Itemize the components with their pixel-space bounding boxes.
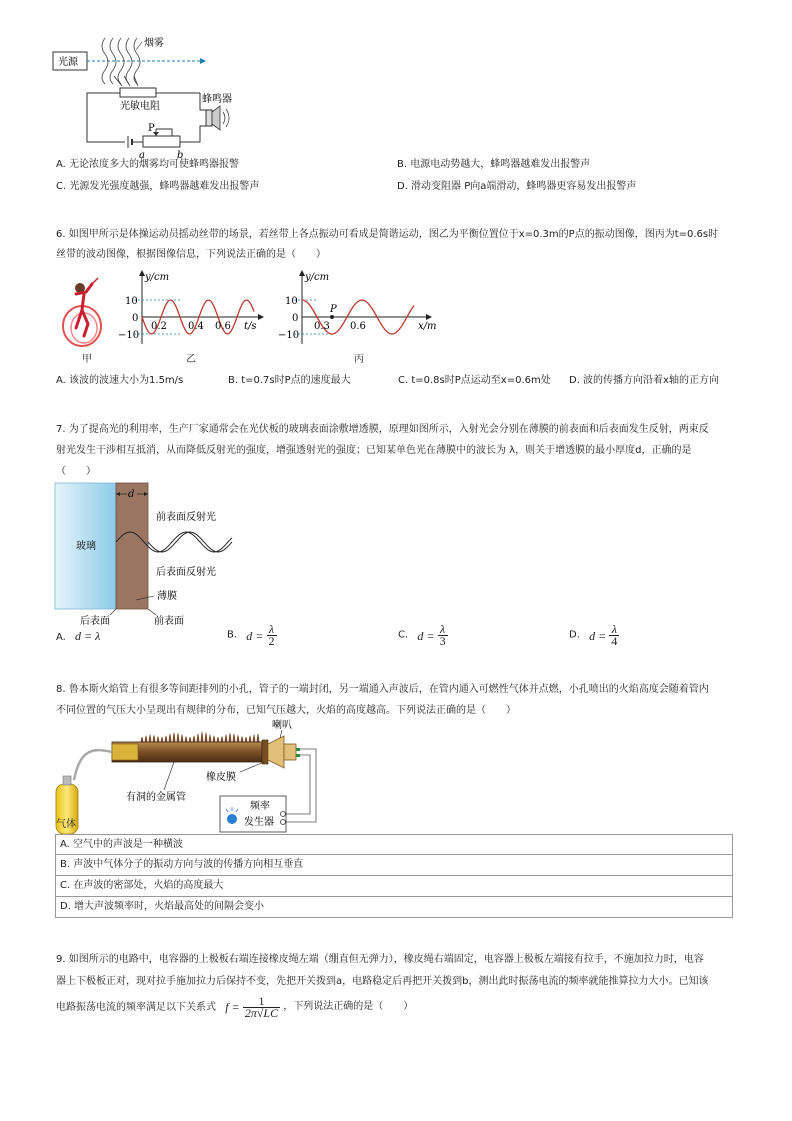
q7-lhs: d = (246, 628, 264, 643)
flame (153, 735, 156, 742)
formula-denominator: 2π√LC (244, 1005, 279, 1020)
fraction-denominator: 4 (611, 634, 618, 648)
slider-p-label: P (148, 123, 155, 134)
front-reflect-label: 前表面反射光 (156, 512, 216, 523)
fig-jia-label: 甲 (82, 354, 92, 365)
tube-label: 有洞的金属管 (126, 792, 186, 803)
photoresistor-label: 光敏电阻 (120, 101, 160, 112)
yi-y-bottom: −10 (118, 330, 140, 341)
front-surface-label: 前表面 (154, 616, 184, 627)
q7-option-b[interactable] (227, 624, 277, 652)
q7-option-c-prefix: C. (398, 629, 409, 641)
flame (177, 733, 180, 742)
beam-arrow-icon (200, 58, 206, 64)
q7-lhs: d = (589, 628, 607, 643)
wave-graph-bing (272, 268, 440, 350)
fig-bing-label: 丙 (354, 354, 364, 365)
generator-label-2: 发生器 (244, 817, 274, 828)
yi-tick: 0.4 (188, 321, 204, 332)
q7-lhs: d = (417, 628, 435, 643)
flame (169, 734, 172, 742)
photoresistor (120, 88, 156, 97)
bing-x-axis-label: x/m (418, 321, 437, 332)
q8-stem-line2: 不同位置的气压大小呈现出有规律的分布，已知气压越大，火焰的高度越高。下列说法正确的是（ ） (56, 705, 516, 716)
q5-option-c[interactable]: C. 光源发光强度越强，蜂鸣器越难发出报警声 (56, 181, 260, 192)
q7-option-a-expr: d = λ (75, 629, 101, 643)
flame (185, 736, 188, 742)
yi-y-top: 10 (125, 296, 138, 307)
bing-y-axis-label: y/cm (305, 272, 330, 283)
bing-tick: 0.3 (314, 321, 330, 332)
point-p-marker (330, 315, 334, 319)
flame (205, 732, 208, 742)
bing-y-bottom: −10 (278, 330, 300, 341)
formula-numerator: 1 (243, 996, 280, 1008)
q7-option-a-prefix: A. (56, 632, 66, 643)
back-reflection-wave (148, 532, 232, 552)
gas-label: 气体 (56, 819, 76, 830)
yi-t-axis-label: t/s (244, 321, 257, 332)
q9-stem-line1: 9. 如图所示的电路中，电容器的上极板右端连接橡皮绳左端（绷直但无弹力），橡皮绳右端固定，电容器上极板左端接有拉手，不施加拉力时，电容 (56, 954, 704, 965)
q9-stem-line3b: ，下列说法正确的是（ ） (283, 1001, 414, 1012)
flame (141, 737, 144, 742)
flame (257, 734, 260, 742)
generator-label-1: 频率 (250, 801, 270, 812)
buzzer-icon (206, 110, 212, 126)
q7-stem-line1: 7. 为了提高光的利用率，生产厂家通常会在光伏板的玻璃表面涂敷增透膜，原理如图所示，入射光会分别在薄膜的前表面和后表面发生反射，两束反 (56, 424, 709, 435)
q9-stem-line2: 器上下极板正对，现对拉手施加拉力后保持不变，先把开关拨到a，电路稳定后再把开关拨到b，测出此时振荡电流的频率就能推算拉力大小。已知该 (56, 976, 709, 987)
frequency-formula (243, 993, 280, 1020)
film-label: 薄膜 (157, 591, 177, 602)
buzzer-label: 蜂鸣器 (202, 94, 232, 105)
flame (233, 734, 236, 742)
rheostat-a-label: a (139, 150, 145, 160)
flame (181, 734, 184, 742)
flame (209, 734, 212, 742)
glass-label: 玻璃 (76, 541, 96, 552)
flame (237, 735, 240, 742)
fraction-numerator: λ (438, 624, 448, 636)
flame (213, 736, 216, 743)
flame (245, 737, 248, 742)
q7-option-b-prefix: B. (227, 629, 238, 641)
film-block (116, 483, 148, 609)
fraction-numerator: λ (609, 624, 619, 636)
fraction-denominator: 2 (268, 634, 275, 648)
flame (241, 736, 244, 742)
flame (145, 736, 148, 743)
fraction-denominator: 3 (439, 634, 446, 648)
flame (189, 737, 192, 742)
flame (173, 732, 176, 742)
q7-c-fraction (438, 624, 448, 647)
q7-stem-line3: （ ） (56, 466, 96, 477)
rubber-label: 橡皮膜 (206, 772, 236, 783)
q7-stem-line2: 射光发生干涉相互抵消，从而降低反射光的强度，增强透射光的强度；已知某单色光在薄膜中的波长为 λ，则关于增透膜的最小厚度d，正确的是 (56, 445, 692, 456)
flame (249, 736, 252, 743)
light-source-label: 光源 (58, 57, 78, 68)
fraction-numerator: λ (267, 624, 277, 636)
bing-y-top: 10 (285, 296, 298, 307)
q7-option-a[interactable] (56, 629, 100, 645)
yi-tick: 0.6 (215, 321, 231, 332)
q5-circuit-figure (50, 28, 270, 160)
q5-option-d[interactable]: D. 滑动变阻器 P向a端滑动，蜂鸣器更容易发出报警声 (397, 181, 637, 192)
q8-option-d[interactable]: D. 增大声波频率时，火焰最高处的间隔会变小 (55, 897, 733, 918)
q6-option-b[interactable]: B. t=0.7s时P点的速度最大 (228, 375, 351, 386)
q8-option-a[interactable]: A. 空气中的声波是一种横波 (55, 834, 733, 855)
yi-tick: 0.2 (151, 321, 167, 332)
flame (221, 736, 224, 742)
bing-p-label: P (330, 304, 337, 315)
q7-option-d[interactable] (569, 624, 619, 652)
speaker-icon (268, 736, 284, 768)
speaker-label: 喇叭 (272, 720, 292, 731)
flame (165, 736, 168, 743)
flame (149, 734, 152, 742)
q8-option-b[interactable]: B. 声波中气体分子的振动方向与波的传播方向相互垂直 (55, 855, 733, 876)
generator-knob-icon (227, 814, 237, 824)
anti-reflection-film-figure (54, 482, 254, 628)
flame (229, 733, 232, 742)
fig-yi-label: 乙 (186, 354, 196, 365)
flame (217, 737, 220, 742)
q6-stem-line1: 6. 如图甲所示是体操运动员摇动丝带的场景，若丝带上各点振动可看成是简谐运动，图乙为平衡位置位于x=0.3m的P点的振动图像，图丙为t=0.6s时 (56, 229, 719, 240)
q6-option-d[interactable]: D. 波的传播方向沿着x轴的正方向 (569, 375, 719, 386)
back-surface-label: 后表面 (80, 616, 110, 627)
flame (193, 736, 196, 743)
q5-option-a[interactable]: A. 无论浓度多大的烟雾均可使蜂鸣器报警 (56, 159, 240, 170)
rubens-tube-figure (54, 718, 326, 836)
flame (157, 736, 160, 742)
q6-option-a[interactable]: A. 该波的波速大小为1.5m/s (56, 375, 184, 386)
back-reflect-label: 后表面反射光 (156, 567, 216, 578)
q8-option-c[interactable]: C. 在声波的密部处，火焰的高度最大 (55, 876, 733, 897)
flame (161, 737, 164, 742)
bing-tick: 0.6 (350, 321, 366, 332)
flame (197, 734, 200, 742)
bing-y-zero: 0 (292, 313, 299, 324)
flame-row (141, 732, 260, 742)
q7-d-fraction (609, 624, 619, 647)
gymnast-image (58, 276, 110, 352)
q7-b-fraction (267, 624, 277, 647)
flame (253, 734, 256, 742)
vibration-graph-yi (112, 268, 272, 350)
formula-lhs: f = (225, 1000, 240, 1014)
q6-stem-line2: 丝带的波动图像，根据图像信息，下列说法正确的是（ ） (56, 249, 326, 260)
q6-option-c[interactable]: C. t=0.8s时P点运动至x=0.6m处 (398, 375, 551, 386)
q5-option-b[interactable]: B. 电源电动势越大，蜂鸣器越难发出报警声 (397, 159, 591, 170)
rheostat-b-label: b (177, 150, 184, 160)
q9-stem-line3 (56, 994, 413, 1020)
q8-stem-line1: 8. 鲁本斯火焰管上有很多等间距排列的小孔，管子的一端封闭，另一端通入声波后，在管内通入可燃性气体并点燃，小孔喷出的火焰高度会随着管内 (56, 684, 709, 695)
yi-y-zero: 0 (132, 313, 139, 324)
thickness-d-label: d (128, 489, 135, 500)
flame (201, 732, 204, 742)
flame (225, 734, 228, 742)
q7-option-d-prefix: D. (569, 629, 580, 641)
smoke-label: 烟雾 (144, 38, 164, 49)
q9-stem-line3a: 电路振荡电流的频率满足以下关系式 (56, 1002, 216, 1013)
q7-option-c[interactable] (398, 624, 448, 652)
yi-y-axis-label: y/cm (145, 272, 170, 283)
rheostat (143, 136, 180, 147)
